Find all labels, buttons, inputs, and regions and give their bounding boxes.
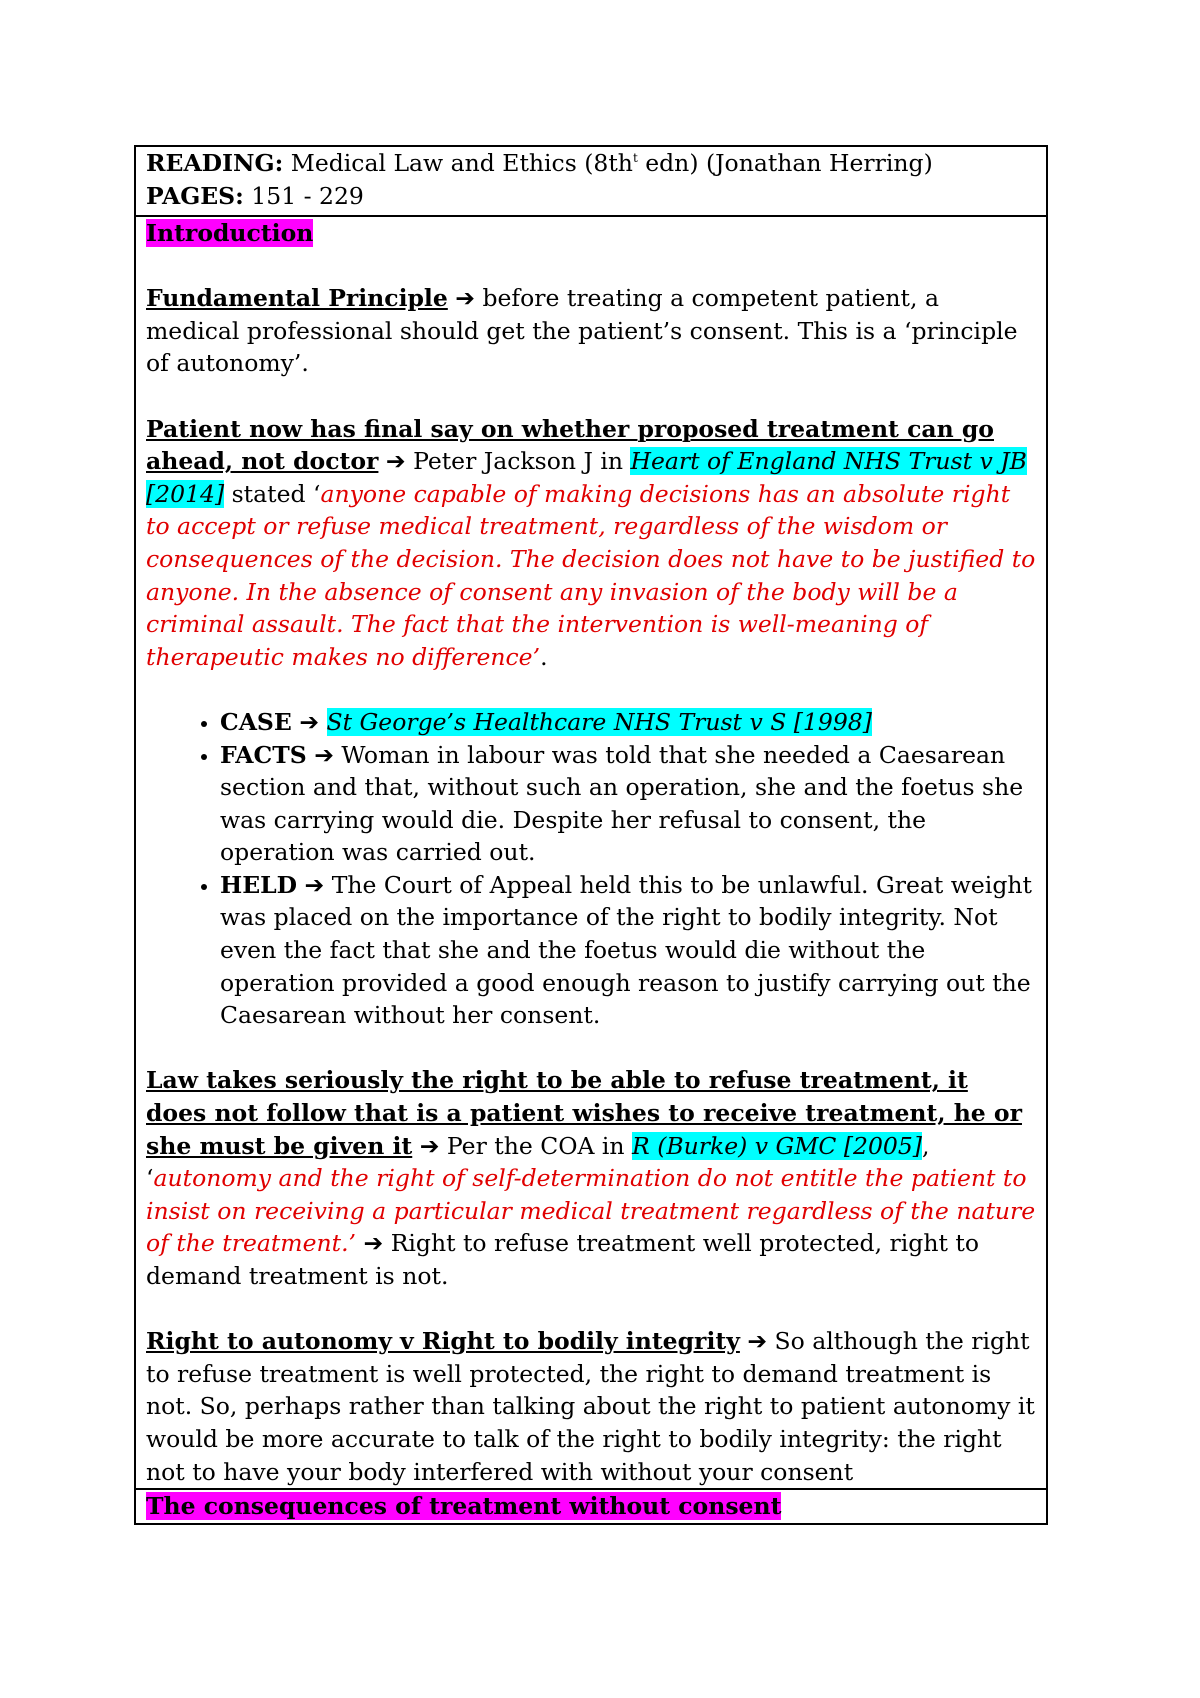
next-section-heading: The consequences of treatment without consent (146, 1492, 782, 1521)
bullet-facts (220, 739, 1036, 869)
arrow-icon: ➔ (385, 447, 406, 476)
arrow-icon: ➔ (419, 1131, 440, 1160)
case-st-georges: St George’s Healthcare NHS Trust v S [1998] (326, 707, 872, 736)
final-say-text-c: . (540, 642, 548, 671)
reading-value-end: edn) (Jonathan Herring) (637, 149, 933, 177)
refuse-treatment-text-a: Per the COA in (439, 1131, 633, 1160)
final-say-text-b: stated ‘ (224, 479, 321, 508)
header-row (136, 147, 1046, 217)
final-say-heading: Patient now has final say on whether proposed treatment can go ahead, not doctor (146, 414, 994, 476)
refuse-treatment-quote: autonomy and the right of self-determination do not entitle the patient to insist on receiving a particular medical treatment regardless of the nature of the treatment.’ (146, 1164, 1036, 1258)
case-heart-of-england: Heart of England NHS Trust v JB [2014] (146, 447, 1027, 508)
intro-heading-line (146, 217, 1036, 250)
arrow-icon: ➔ (299, 707, 320, 736)
final-say-paragraph (146, 413, 1036, 674)
facts-label: FACTS (220, 740, 307, 769)
reading-line (146, 147, 1036, 180)
final-say-text-a: Peter Jackson J in (405, 447, 631, 476)
fundamental-principle-paragraph (146, 282, 1036, 380)
bullet-held (220, 869, 1036, 1032)
refuse-treatment-text-b: , ‘ (146, 1131, 930, 1193)
arrow-icon: ➔ (304, 870, 325, 899)
intro-heading: Introduction (146, 219, 314, 247)
pages-value: 151 - 229 (243, 182, 364, 210)
arrow-icon: ➔ (314, 740, 334, 769)
refuse-treatment-text-c: Right to refuse treatment well protected, right to demand treatment is not. (146, 1229, 979, 1290)
arrow-icon: ➔ (455, 284, 475, 313)
case-burke: R (Burke) v GMC [2005] (632, 1131, 922, 1160)
fundamental-principle-heading: Fundamental Principle (146, 284, 448, 313)
fundamental-principle-text: before treating a competent patient, a medical professional should get the patient’s consent. This is a ‘principle of autonomy’. (146, 284, 1018, 378)
facts-text: Woman in labour was told that she needed a Caesarean section and that, without such an operation, she and the foetus she was carrying would die. Despite her refusal to consent, the operation was carried out. (220, 740, 1024, 867)
final-say-quote: anyone capable of making decisions has an absolute right to accept or refuse medical treatment, regardless of the wisdom or consequences of the decision. The decision does not have to be justified to anyone. In the absence of consent any invasion of the body will be a criminal assault. The fact that the intervention is well-meaning of therapeutic makes no difference’ (146, 479, 1036, 671)
arrow-icon: ➔ (363, 1229, 384, 1258)
autonomy-paragraph (146, 1325, 1036, 1488)
pages-line (146, 180, 1036, 213)
next-section-row (136, 1490, 1046, 1523)
arrow-icon: ➔ (747, 1327, 768, 1356)
refuse-treatment-paragraph (146, 1064, 1036, 1292)
held-label: HELD (220, 870, 298, 899)
reading-value: Medical Law and Ethics (8th (283, 149, 633, 177)
case-bullet-list (146, 706, 1036, 1032)
held-text: The Court of Appeal held this to be unlawful. Great weight was placed on the importance of the right to bodily integrity. Not even the fact that she and the foetus would die without the operation provided a good enough reason to justify carrying out the Caesarean without her consent. (220, 870, 1032, 1030)
case-label: CASE (220, 707, 292, 736)
autonomy-heading: Right to autonomy v Right to bodily integrity (146, 1327, 740, 1356)
reading-label: READING: (146, 149, 284, 177)
autonomy-text: So although the right to refuse treatment is well protected, the right to demand treatment is not. So, perhaps rather than talking about the right to patient autonomy it would be more accurate to talk of the right to bodily integrity: the right not to have your body interfered with without your consent (146, 1327, 1035, 1486)
next-heading-line (146, 1490, 1036, 1523)
reading-sup: t (632, 151, 638, 166)
notes-table (134, 145, 1048, 1525)
bullet-case (220, 706, 1036, 739)
content-row (136, 217, 1046, 1490)
pages-label: PAGES: (146, 182, 244, 210)
refuse-treatment-heading: Law takes seriously the right to be able to refuse treatment, it does not follow that is a patient wishes to receive treatment, he or she must be given it (146, 1066, 1022, 1160)
